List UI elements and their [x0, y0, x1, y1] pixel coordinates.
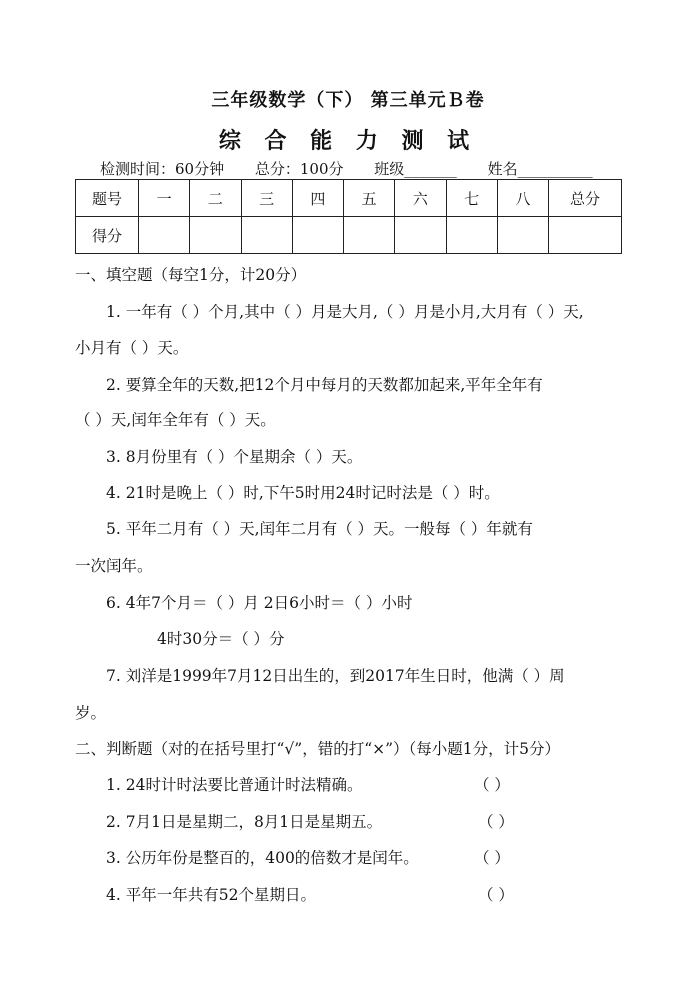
score-table-score-row	[76, 217, 622, 254]
question-line: （ ）天,闰年全年有（ ）天。	[75, 411, 276, 429]
score-table-header: 六	[395, 180, 446, 217]
question-line: 1. 一年有（ ）个月,其中（ ）月是大月,（ ）月是小月,大月有（ ）天,	[106, 303, 584, 321]
answer-parentheses[interactable]: （ ）	[478, 886, 514, 904]
score-cell[interactable]	[446, 217, 497, 254]
score-row-label: 得分	[76, 217, 139, 254]
answer-parentheses[interactable]: （ ）	[474, 849, 510, 867]
score-cell[interactable]	[497, 217, 548, 254]
judge-item-text: 2. 7月1日是星期二，8月1日是星期五。	[106, 813, 383, 831]
score-cell[interactable]	[395, 217, 446, 254]
question-line: 5. 平年二月有（ ）天,闰年二月有（ ）天。一般每（ ）年就有	[106, 520, 533, 538]
score-cell[interactable]	[344, 217, 395, 254]
question-line: 7. 刘洋是1999年7月12日出生的，到2017年生日时，他满（ ）周	[106, 667, 565, 685]
score-table-header: 七	[446, 180, 497, 217]
question-line: 4时30分＝（ ）分	[157, 630, 285, 648]
class-field: 班级_______	[374, 160, 457, 178]
score-table-header: 总分	[549, 180, 622, 217]
question-line: 岁。	[75, 704, 107, 722]
score-cell[interactable]	[241, 217, 292, 254]
question-line: 4. 21时是晚上（ ）时,下午5时用24时记时法是（ ）时。	[106, 484, 500, 502]
section1-heading: 一、填空题（每空1分，计20分）	[75, 266, 307, 284]
score-cell[interactable]	[549, 217, 622, 254]
judge-item-text: 1. 24时计时法要比普通计时法精确。	[106, 776, 363, 794]
exam-title: 三年级数学（下） 第三单元Ｂ卷	[211, 90, 485, 111]
score-table-header: 题号	[76, 180, 139, 217]
judge-item-text: 3. 公历年份是整百的，400的倍数才是闰年。	[106, 849, 419, 867]
question-line: 一次闰年。	[75, 557, 153, 575]
question-line: 3. 8月份里有（ ）个星期余（ ）天。	[106, 448, 363, 466]
total-score: 总分：100分	[254, 160, 344, 178]
answer-parentheses[interactable]: （ ）	[478, 813, 514, 831]
exam-info	[100, 158, 619, 179]
judge-item-text: 4. 平年一年共有52个星期日。	[106, 886, 316, 904]
score-table-header: 四	[292, 180, 343, 217]
score-table-header: 三	[241, 180, 292, 217]
score-table-header: 八	[497, 180, 548, 217]
exam-subtitle: 综 合 能 力 测 试	[218, 128, 478, 154]
score-cell[interactable]	[190, 217, 241, 254]
score-cell[interactable]	[292, 217, 343, 254]
score-table-header-row	[76, 180, 622, 217]
score-cell[interactable]	[139, 217, 190, 254]
score-table	[75, 179, 622, 254]
score-table-header: 二	[190, 180, 241, 217]
question-line: 2. 要算全年的天数,把12个月中每月的天数都加起来,平年全年有	[106, 376, 543, 394]
score-table-header: 一	[139, 180, 190, 217]
answer-parentheses[interactable]: （ ）	[474, 776, 510, 794]
time-limit: 检测时间：60分钟	[100, 160, 225, 178]
section2-heading: 二、判断题（对的在括号里打“√”，错的打“×”）（每小题1分，计5分）	[75, 740, 561, 758]
score-table-header: 五	[344, 180, 395, 217]
name-field: 姓名__________	[487, 160, 593, 178]
question-line: 6. 4年7个月＝（ ）月 2日6小时＝（ ）小时	[106, 594, 413, 612]
question-line: 小月有（ ）天。	[75, 339, 189, 357]
